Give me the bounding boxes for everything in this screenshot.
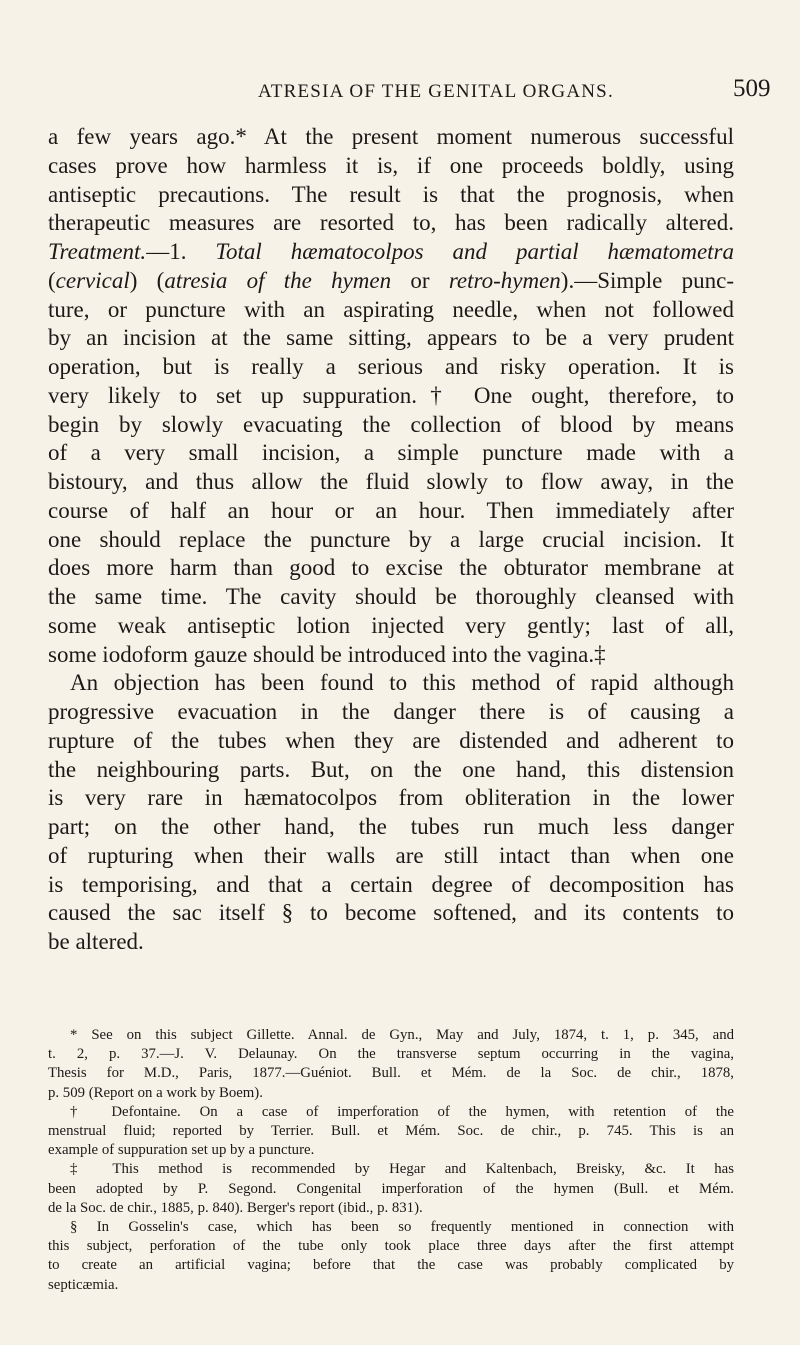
footnote-line: * See on this subject Gillette. Annal. de Gyn., May and July, 1874, t. 1, p. 345, and [70,1027,734,1043]
text-line: bistoury, and thus allow the fluid slowly to flow away, in the [48,469,734,494]
text-line: rupture of the tubes when they are distended and adherent to [48,727,734,753]
treatment-heading [48,239,146,264]
footnote-line: de la Soc. de chir., 1885, p. 840). Berger's report (ibid., p. 831). [48,1199,423,1216]
text-line: be altered. [48,929,144,954]
text-line: one should replace the puncture by a large crucial incision. It [48,526,734,552]
text-line: is temporising, and that a certain degree of decomposition has [48,871,734,897]
text-line: part; on the other hand, the tubes run much less danger [48,814,734,839]
treatment-number: —1. [146,239,216,264]
footnote-line: Thesis for M.D., Paris, 1877.—Guéniot. Bull. et Mém. de la Soc. de chir., 1878, [48,1065,734,1082]
footnotes [48,1026,734,1295]
text-line: begin by slowly evacuating the collection of blood by means [48,411,734,437]
text-line: the same time. The cavity should be thoroughly cleansed with [48,584,734,609]
footnote-line: § In Gosselin's case, which has been so frequently mentioned in connection with [70,1219,734,1236]
text-line: very likely to set up suppuration.† One ought, therefore, to [48,382,734,408]
text-line: therapeutic measures are resorted to, has been radically altered. [48,210,734,236]
treatment-word: Treatment. [48,239,147,264]
text-line: caused the sac itself § to become softened, and its contents to [48,900,734,926]
footnote-line: example of suppuration set up by a puncture. [48,1142,315,1159]
text-line: course of half an hour or an hour. Then immediately after [48,497,734,523]
text-line: An objection has been found to this method of rapid although [70,670,734,696]
footnote-line: p. 509 (Report on a work by Boem). [48,1084,263,1101]
text-line: a few years ago.* At the present moment numerous successful [48,124,734,149]
text-line [48,238,734,267]
text-line: cases prove how harmless it is, if one proceeds boldly, using [48,152,734,178]
page-header [0,73,800,113]
footnote-line: been adopted by P. Segond. Congenital imperforation of the hymen (Bull. et Mém. [48,1180,734,1197]
text-line: operation, but is really a serious and risky operation. It is [48,354,734,379]
page-number: 509 [733,75,771,102]
text-line: ture, or puncture with an aspirating needle, when not followed [48,296,734,322]
text-line: is very rare in hæmatocolpos from obliteration in the lower [48,785,734,811]
text-line: of a very small incision, a simple puncture made with a [48,440,734,466]
text-line: of rupturing when their walls are still intact than when one [48,842,734,868]
text-line: (cervical) (atresia of the hymen or retro-hymen).—Simple punc- [48,267,734,293]
text-line: the neighbouring parts. But, on the one hand, this distension [48,756,734,782]
text-line: some weak antiseptic lotion injected very gently; last of all, [48,612,734,638]
footnote-line: septicæmia. [48,1276,119,1293]
text-line: does more harm than good to excise the obturator membrane at [48,555,734,581]
footnote-line: t. 2, p. 37.—J. V. Delaunay. On the transverse septum occurring in the vagina, [48,1046,734,1063]
text-line: by an incision at the same sitting, appears to be a very prudent [48,325,734,351]
footnote-line: ‡ This method is recommended by Hegar and Kaltenbach, Breisky, &c. It has [70,1161,734,1178]
text-line: antiseptic precautions. The result is that the prognosis, when [48,181,734,207]
running-title: ATRESIA OF THE GENITAL ORGANS. [258,81,614,102]
footnote-line: menstrual fluid; reported by Terrier. Bull. et Mém. Soc. de chir., p. 745. This is an [48,1123,734,1140]
body-text [48,123,734,957]
text-line: progressive evacuation in the danger there is of causing a [48,699,734,724]
footnote-line: this subject, perforation of the tube only took place three days after the first attempt [48,1238,734,1255]
text-line: some iodoform gauze should be introduced into the vagina.‡ [48,641,606,667]
treatment-subheading: Total hæmatocolpos and partial hæmatometra [215,239,734,264]
footnote-line: † Defontaine. On a case of imperforation of the hymen, with retention of the [70,1103,734,1120]
footnote-line: to create an artificial vagina; before that the case was probably complicated by [48,1257,734,1274]
